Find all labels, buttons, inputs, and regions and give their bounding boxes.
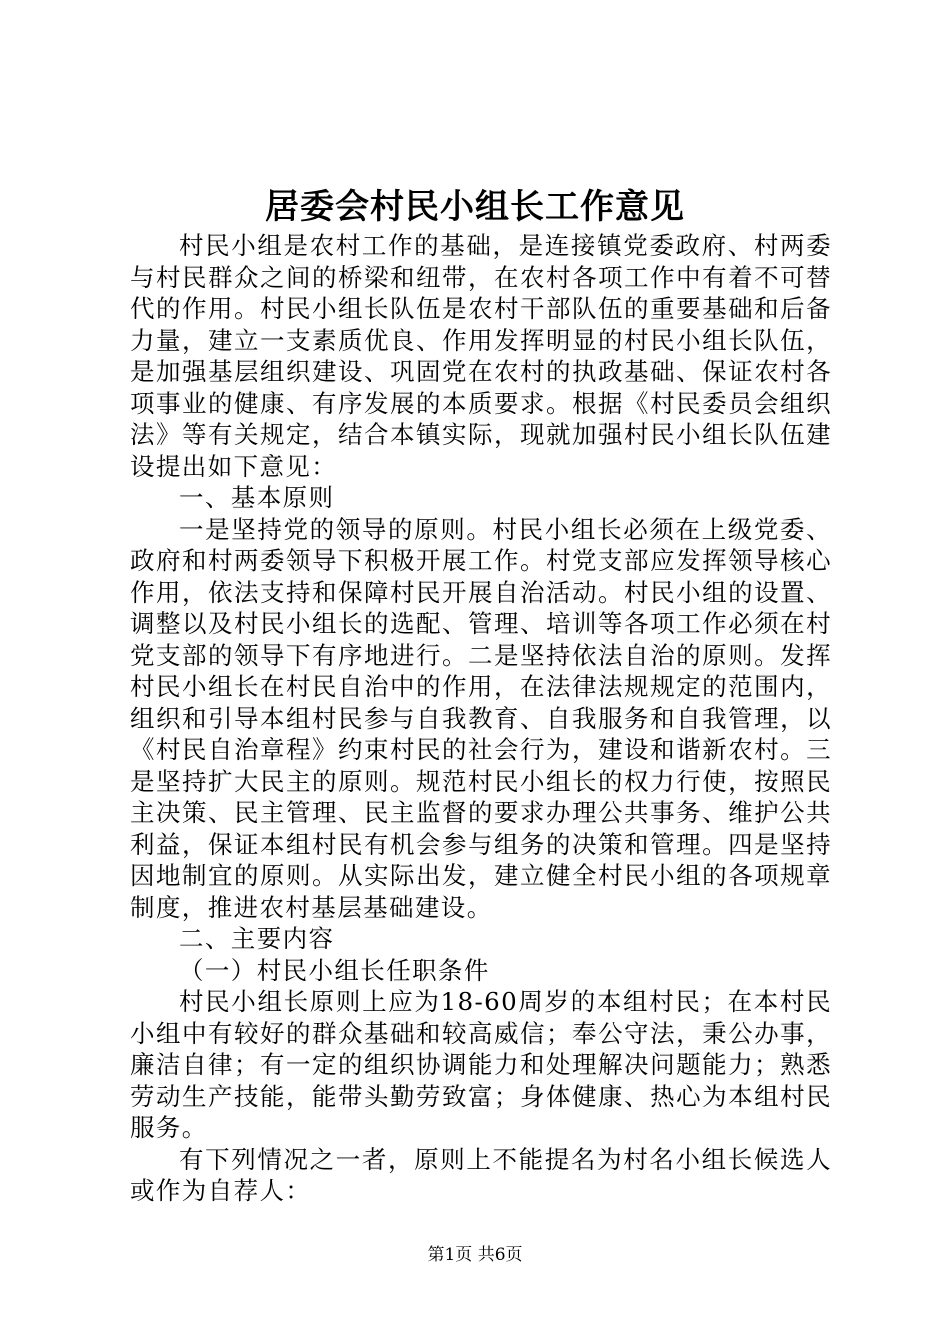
document-body <box>130 230 832 1207</box>
section-heading-main-content: 二、主要内容 <box>179 924 335 953</box>
subsection-heading-qualifications: （一）村民小组长任职条件 <box>179 955 490 985</box>
paragraph-intro: 村民小组是农村工作的基础，是连接镇党委政府、村两委与村民群众之间的桥梁和纽带，在农村各项工作中有着不可替代的作用。村民小组长队伍是农村干部队伍的重要基础和后备力量，建立一支素质优良、作用发挥明显的村民小组长队伍，是加强基层组织建设、巩固党在农村的执政基础、保证农村各项事业的健康、有序发展的本质要求。根据《村民委员会组织法》等有关规定，结合本镇实际，现就加强村民小组长队伍建设提出如下意见： <box>130 231 832 481</box>
paragraph-disqualifications: 有下列情况之一者，原则上不能提名为村名小组长候选人或作为自荐人： <box>130 1144 832 1205</box>
section-heading-basic-principles: 一、基本原则 <box>179 483 335 512</box>
paragraph-principles: 一是坚持党的领导的原则。村民小组长必须在上级党委、政府和村两委领导下积极开展工作。村党支部应发挥领导核心作用，依法支持和保障村民开展自治活动。村民小组的设置、调整以及村民小组长的选配、管理、培训等各项工作必须在村党支部的领导下有序地进行。二是坚持依法自治的原则。发挥村民小组长在村民自治中的作用，在法律法规规定的范围内，组织和引导本组村民参与自我教育、自我服务和自我管理，以《村民自治章程》约束村民的社会行为，建设和谐新农村。三是坚持扩大民主的原则。规范村民小组长的权力行使，按照民主决策、民主管理、民主监督的要求办理公共事务、维护公共利益，保证本组村民有机会参与组务的决策和管理。四是坚持因地制宜的原则。从实际出发，建立健全村民小组的各项规章制度，推进农村基层基础建设。 <box>130 514 832 922</box>
page-footer: 第1页 共6页 <box>427 1245 523 1265</box>
paragraph-qualifications: 村民小组长原则上应为18-60周岁的本组村民；在本村民小组中有较好的群众基础和较高威信；奉公守法，秉公办事，廉洁自律；有一定的组织协调能力和处理解决问题能力；熟悉劳动生产技能，能带头勤劳致富；身体健康、热心为本组村民服务。 <box>130 987 832 1142</box>
document-title: 居委会村民小组长工作意见 <box>265 187 685 227</box>
